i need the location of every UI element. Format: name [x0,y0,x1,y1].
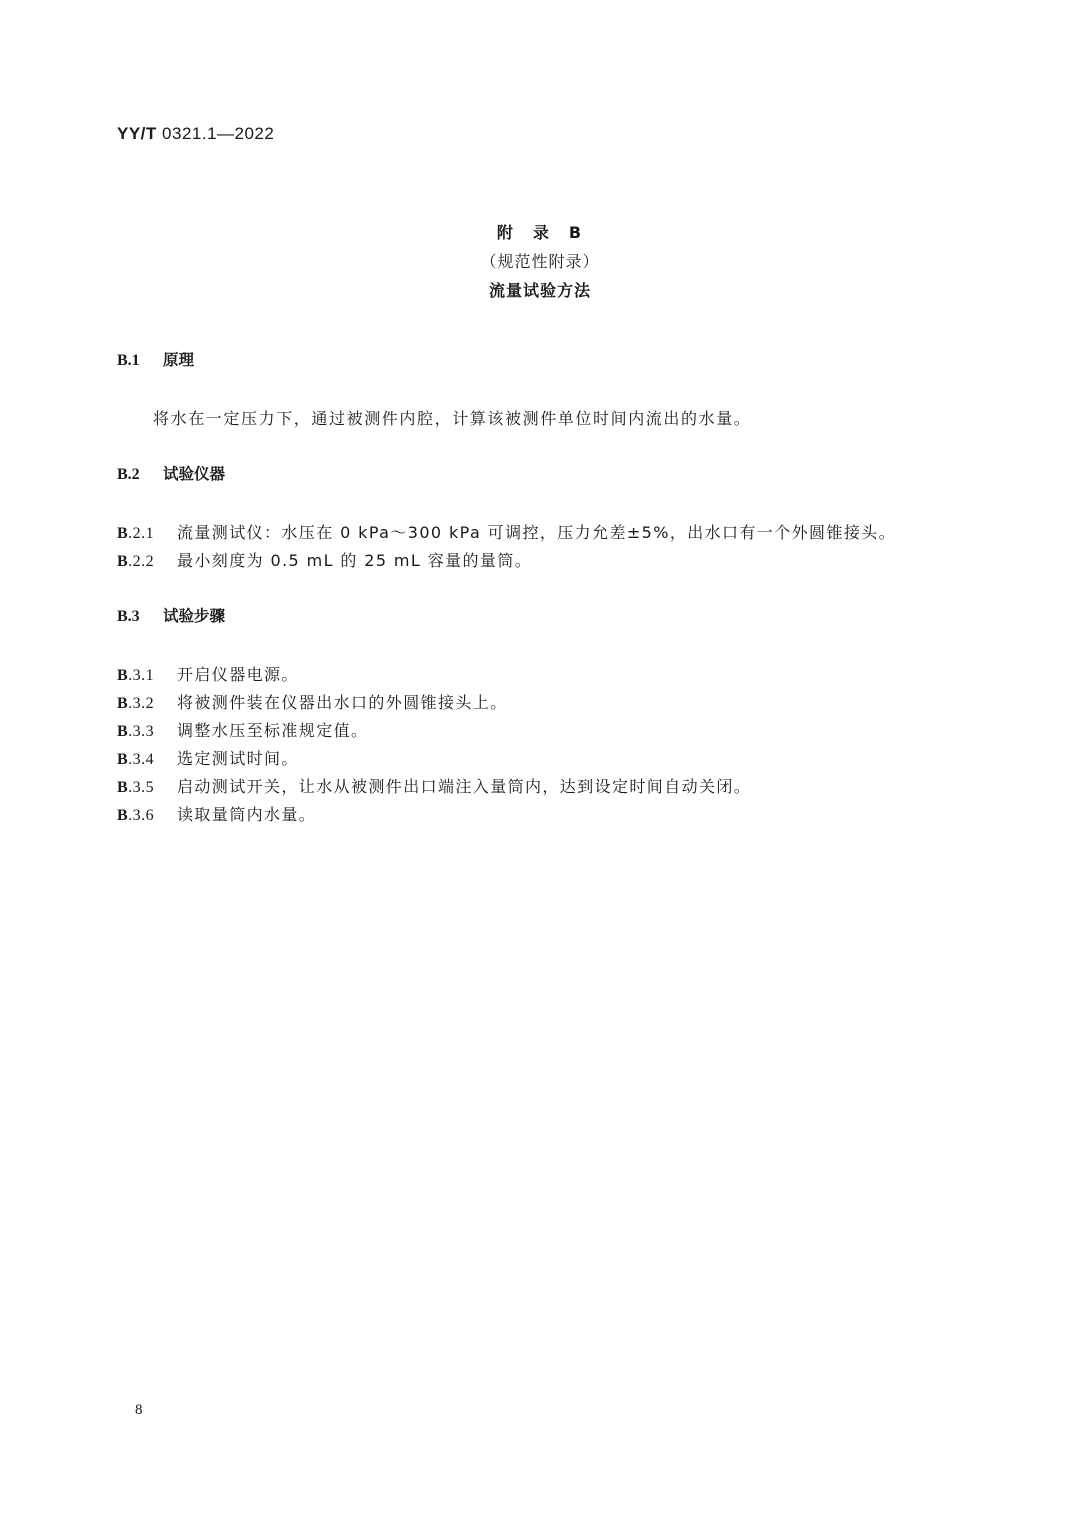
clause-b-3-2 [117,690,508,713]
clause-text: 将被测件装在仪器出水口的外圆锥接头上。 [177,693,508,712]
clause-text: 开启仪器电源。 [177,665,299,684]
document-code-prefix: YY/T [117,124,157,143]
document-code-number: 0321.1—2022 [162,124,275,143]
annex-heading [0,218,1080,305]
clause-text: 选定测试时间。 [177,749,299,768]
clause-text: 启动测试开关，让水从被测件出口端注入量筒内，达到设定时间自动关闭。 [177,777,752,796]
section-number: B.3 [117,608,140,625]
clause-b-3-1 [117,662,299,685]
clause-text: 调整水压至标准规定值。 [177,721,369,740]
annex-title: 附 录 B [496,223,584,242]
section-number: B.1 [117,352,140,369]
clause-number: B.3.2 [117,695,155,712]
clause-text: 流量测试仪：水压在 0 kPa～300 kPa 可调控，压力允差±5%，出水口有一个外圆锥接头。 [177,523,897,542]
page-number: 8 [135,1402,143,1418]
annex-type: （规范性附录） [480,252,600,271]
clause-b-3-6 [117,802,316,825]
clause-number: B.3.1 [117,667,155,684]
section-b1-paragraph: 将水在一定压力下，通过被测件内腔，计算该被测件单位时间内流出的水量。 [153,409,752,428]
clause-b-2-1 [117,520,896,543]
clause-number: B.3.4 [117,751,155,768]
section-heading-b1 [117,348,194,370]
clause-b-3-3 [117,718,368,741]
clause-number: B.2.2 [117,553,155,570]
clause-b-3-4 [117,746,299,769]
clause-number: B.3.6 [117,807,155,824]
clause-b-3-5 [117,774,751,797]
clause-text: 最小刻度为 0.5 mL 的 25 mL 容量的量筒。 [177,551,533,570]
clause-number: B.3.5 [117,779,155,796]
section-heading-b2 [117,462,225,484]
document-code [117,124,274,144]
section-heading-b3 [117,604,225,626]
clause-text: 读取量筒内水量。 [177,805,317,824]
annex-name: 流量试验方法 [488,281,591,300]
section-number: B.2 [117,466,140,483]
section-title: 试验仪器 [163,465,226,483]
section-title: 原理 [163,351,195,369]
clause-number: B.3.3 [117,723,155,740]
clause-number: B.2.1 [117,525,155,542]
section-title: 试验步骤 [163,607,226,625]
clause-b-2-2 [117,548,532,571]
